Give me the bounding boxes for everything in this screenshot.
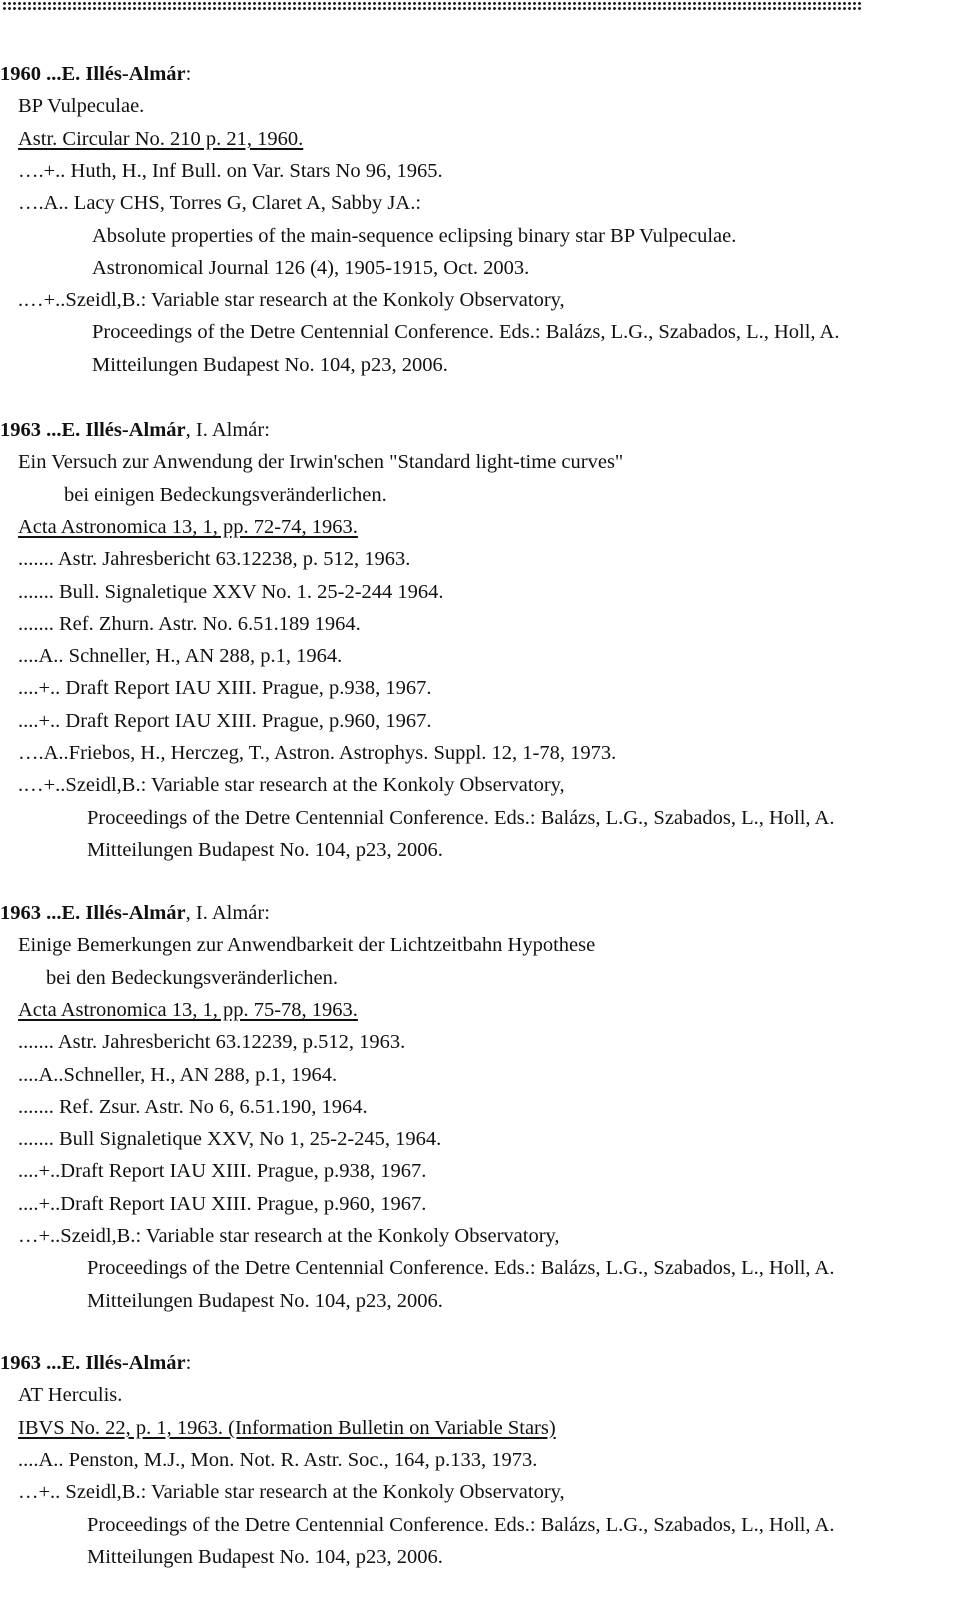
citation-line: Mitteilungen Budapest No. 104, p23, 2006. (92, 353, 448, 376)
citation-line: .…+..Szeidl,B.: Variable star research at the Konkoly Observatory, (18, 289, 565, 312)
citation-line: BP Vulpeculae. (18, 95, 145, 118)
citation-line: Proceedings of the Detre Centennial Conference. Eds.: Balázs, L.G., Szabados, L., Holl, A. (87, 806, 835, 829)
entry-author: E. Illés-Almár (61, 63, 186, 85)
citation-line: ....... Bull. Signaletique XXV No. 1. 25-2-244 1964. (18, 580, 444, 603)
citation-line: Astronomical Journal 126 (4), 1905-1915, Oct. 2003. (92, 256, 530, 279)
citation-line: Proceedings of the Detre Centennial Conference. Eds.: Balázs, L.G., Szabados, L., Holl, A. (92, 321, 840, 344)
entry-coauthor: , I. Almár (185, 902, 265, 924)
citation-line: ....A.. Schneller, H., AN 288, p.1, 1964. (18, 645, 343, 668)
entry-author: E. Illés-Almár (61, 902, 186, 924)
citation-line: Einige Bemerkungen zur Anwendbarkeit der Lichtzeitbahn Hypothese (18, 934, 596, 957)
entry-colon: : (264, 902, 270, 924)
citation-line: …+..Szeidl,B.: Variable star research at the Konkoly Observatory, (18, 1225, 560, 1247)
entry-separator: ... (41, 63, 62, 85)
entry-author: E. Illés-Almár (61, 419, 186, 441)
entry-year: 1963 (0, 1352, 41, 1374)
publication-reference: IBVS No. 22, p. 1, 1963. (Information Bulletin on Variable Stars) (18, 1416, 556, 1439)
citation-line: ....... Astr. Jahresbericht 63.12239, p.512, 1963. (18, 1031, 406, 1054)
citation-line: ....+..Draft Report IAU XIII. Prague, p.938, 1967. (18, 1160, 427, 1183)
citation-line: Mitteilungen Budapest No. 104, p23, 2006. (87, 838, 443, 861)
entry-colon: : (264, 419, 270, 441)
citation-line: ....A.. Penston, M.J., Mon. Not. R. Astr. Soc., 164, p.133, 1973. (18, 1448, 538, 1471)
entry-year: 1963 (0, 902, 41, 924)
publication-reference: Astr. Circular No. 210 p. 21, 1960. (18, 127, 304, 150)
entry-colon: : (185, 63, 192, 85)
citation-line: ....... Bull Signaletique XXV, No 1, 25-2-245, 1964. (18, 1128, 442, 1151)
citation-line: Proceedings of the Detre Centennial Conference. Eds.: Balázs, L.G., Szabados, L., Holl, A. (87, 1513, 835, 1536)
dotted-separator (2, 0, 862, 12)
entry-heading (0, 1351, 191, 1375)
citation-line: ….+.. Huth, H., Inf Bull. on Var. Stars No 96, 1965. (18, 159, 443, 182)
entry-year: 1960 (0, 63, 41, 85)
citation-line: Mitteilungen Budapest No. 104, p23, 2006. (87, 1289, 443, 1312)
entry-separator: ... (41, 419, 62, 441)
citation-line: ….A.. Lacy CHS, Torres G, Claret A, Sabby JA.: (18, 192, 422, 215)
citation-line: ....A..Schneller, H., AN 288, p.1, 1964. (18, 1063, 338, 1086)
citation-line: Ein Versuch zur Anwendung der Irwin'schen "Standard light-time curves" (18, 451, 624, 474)
entry-coauthor: , I. Almár (185, 419, 265, 441)
citation-line: AT Herculis. (18, 1384, 123, 1407)
entry-heading (0, 901, 270, 925)
citation-line: …+.. Szeidl,B.: Variable star research at the Konkoly Observatory, (18, 1481, 565, 1504)
publication-reference: Acta Astronomica 13, 1, pp. 75-78, 1963. (18, 998, 358, 1021)
citation-line: Proceedings of the Detre Centennial Conference. Eds.: Balázs, L.G., Szabados, L., Holl, A. (87, 1257, 835, 1280)
citation-line: Mitteilungen Budapest No. 104, p23, 2006. (87, 1545, 443, 1568)
citation-line: ....... Ref. Zsur. Astr. No 6, 6.51.190, 1964. (18, 1095, 368, 1118)
citation-line: ....+.. Draft Report IAU XIII. Prague, p.938, 1967. (18, 677, 432, 700)
citation-line: bei den Bedeckungsveränderlichen. (46, 966, 339, 989)
citation-line: ….A..Friebos, H., Herczeg, T., Astron. Astrophys. Suppl. 12, 1-78, 1973. (18, 742, 617, 764)
citation-line: bei einigen Bedeckungsveränderlichen. (64, 483, 387, 506)
citation-line: ....+.. Draft Report IAU XIII. Prague, p.960, 1967. (18, 709, 432, 732)
citation-line: ....... Ref. Zhurn. Astr. No. 6.51.189 1964. (18, 612, 361, 635)
citation-line: ....... Astr. Jahresbericht 63.12238, p. 512, 1963. (18, 548, 411, 571)
entry-colon: : (185, 1352, 192, 1374)
entry-separator: ... (41, 1352, 62, 1374)
entry-year: 1963 (0, 419, 41, 441)
entry-heading (0, 62, 191, 86)
citation-line: .…+..Szeidl,B.: Variable star research at the Konkoly Observatory, (18, 774, 565, 797)
entry-author: E. Illés-Almár (61, 1352, 186, 1374)
entry-separator: ... (41, 902, 62, 924)
citation-line: ....+..Draft Report IAU XIII. Prague, p.960, 1967. (18, 1192, 427, 1215)
citation-line: Absolute properties of the main-sequence eclipsing binary star BP Vulpeculae. (92, 224, 737, 247)
entry-heading (0, 418, 270, 442)
publication-reference: Acta Astronomica 13, 1, pp. 72-74, 1963. (18, 515, 358, 538)
